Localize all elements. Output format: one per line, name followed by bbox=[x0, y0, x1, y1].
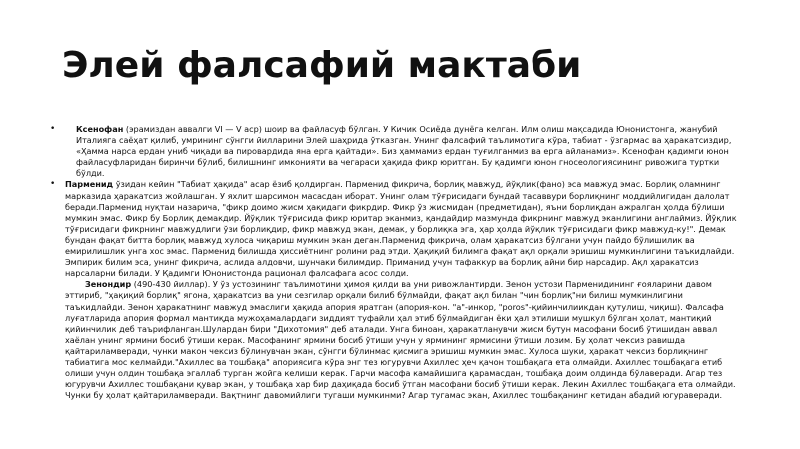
paragraph-text: ўзидан кейин "Табиат ҳақида" асар ёзиб қолдирган. Парменид фикрича, борлиқ мавжуд, йўқлик(фано) эса мавжуд эмас. Борлиқ оламнинг марказида ҳаракатсиз жойлашган. У яхлит шарсимон масасдан иборат. Унинг олам тўғрисидаги бундай тасаввури борлиқнинг моддийлигидан далолат беради.Парменид нуқтаи назарича, "фикр доимо жисм ҳақидаги фикрдир. Фикр ўз жисмидан (предметидан), яъни борлиқдан ажралган ҳолда бўлиши мумкин эмас. Фикр бу Борлиқ демакдир. Йўқлик тўғрисида фикр юритар эканмиз, қандайдир мазмунда фикрнинг мавжуд эканлигини англаймиз. Йўқлик тўғрисидаги фикрнинг мавжудлиги ўзи борлиқдир, фикр мавжуд экан, демак, у борлиқка эга, ҳар ҳолда йўқлик тўғрисидаги фикр мавжуд-ку!". Демак бундан фақат битта борлиқ мавжуд хулоса чиқариш мумкин экан деган.Парменид фикрича, олам ҳаракатсиз бўлгани учун пайдо бўлишилик ва емирилишлик унга хос эмас. Парменид билишда ҳиссиётнинг ролини рад этди. Ҳақиқий билимга фақат ақл орқали эришиш мумкинлигини таъкидлайди. Эмпирик билим эса, унинг фикрича, аслида алдовчи, шунчаки билимдир. Приманид учун тафаккур ва борлиқ айни бир нарсадир. Ақл ҳаракатсиз нарсаларни билади. У Қадимги Юнонистонда рационал фалсафага асос солди. bbox=[65, 179, 737, 279]
bullet-point: • bbox=[50, 124, 56, 134]
slide-body bbox=[50, 124, 738, 401]
paragraph-text: (эрамиздан аввалги VI — V аср) шоир ва файласуф бўлган. У Кичик Осиёда дунёга келган. Илм олиш мақсадида Юнонистонга, жанубий Италияга саёҳат қилиб, умрининг сўнгги йилларини Элей шаҳрида ўтказган. Унинг фалсафий таълимотига кўра, табиат - ўзгармас ва ҳаракатсиздир, «Ҳамма нарса ердан униб чиқади ва пировардида яна ерга қайтади». Биз ҳаммамиз ердан туғилганмиз ва ерга айланамиз». Ксенофан қадимги юнон файласуфларидан биринчи бўлиб, билишнинг имконияти ва чегараси ҳақида фикр юритган. Бу қадимги юнон гносеологиясининг ривожига туртки бўлди. bbox=[76, 124, 732, 179]
person-name-zeno: Зенондир bbox=[85, 279, 132, 290]
person-name-xenophanes: Ксенофан bbox=[76, 124, 124, 134]
bullet-point: • bbox=[50, 179, 56, 190]
paragraph-xenophanes bbox=[50, 124, 738, 179]
slide-title: Элей фалсафий мактаби bbox=[62, 45, 582, 86]
paragraph-parmenides bbox=[50, 179, 738, 279]
paragraph-text: (490-430 йиллар). У ўз устозининг таълимотини ҳимоя қилди ва уни ривожлантирди. Зенон устози Парменидининг ғояларини давом эттириб, "ҳақиқий борлиқ" ягона, ҳаракатсиз ва уни сезгилар орқали билиб бўлмайди, фақат ақл билан "чин борлиқ"ни билиш мумкинлигини таъкидлайди. Зенон ҳаракатнинг мавжуд эмаслиги ҳақида апория яратган (апория-кон. "a"-инкор, "poros"-қийинчилиикдан қутулиш, чиқиш). Фалсафа луғатларида апория формал мантиқда мужоҳамалардаги зиддият туфайли ҳал этиб бўлмайдиган ёки ҳал этилиши мушкул бўлган ҳолат, мантиқий қийинчилик деб таърифланган.Шулардан бири "Дихотомия" деб аталади. Унга бинoан, ҳаракатланувчи жисм бутун масофани босиб ўтишидан аввал хаёлан унинг ярмини босиб ўтиши керак. Масофанинг ярмини босиб ўтиши учун у ярмининг ярмисини ўтиши лозим. Бу ҳолат чексиз равишда қайтариламверади, чунки макон чексиз бўлинувчан экан, сўнгги бўлинмас қисмига эришиш мумкин эмас. Хулоса шуки, ҳаракат чексиз борлиқнинг табиатига мос келмайди."Ахиллес ва тошбақа" апориясига кўра энг тез югурувчи Ахиллес ҳеч қачон тошбақага ета олмайди. Ахиллес тошбақага етиб олиши учун олдин тошбақа эгаллаб турган жойга келиши керак. Гарчи масофа камайишига қарамасдан, тошбақа доим олдинда бўлаверади. Агар тез югурувчи Ахиллес тошбақани қувар экан, у тошбақа хар бир даҳиқада босиб ўтган масофани босиб ўтиши керак. Лекин Ахиллес тошбақага ета олмайди. Чунки бу ҳолат қайтариламверади. Вақтнинг давомийлиги тугаши мумкинми? Агар тугамас экан, Ахиллес тошбақанинг кетидан абадий югураверади. bbox=[65, 279, 736, 401]
person-name-parmenides: Парменид bbox=[65, 179, 114, 190]
paragraph-zeno bbox=[62, 279, 738, 401]
